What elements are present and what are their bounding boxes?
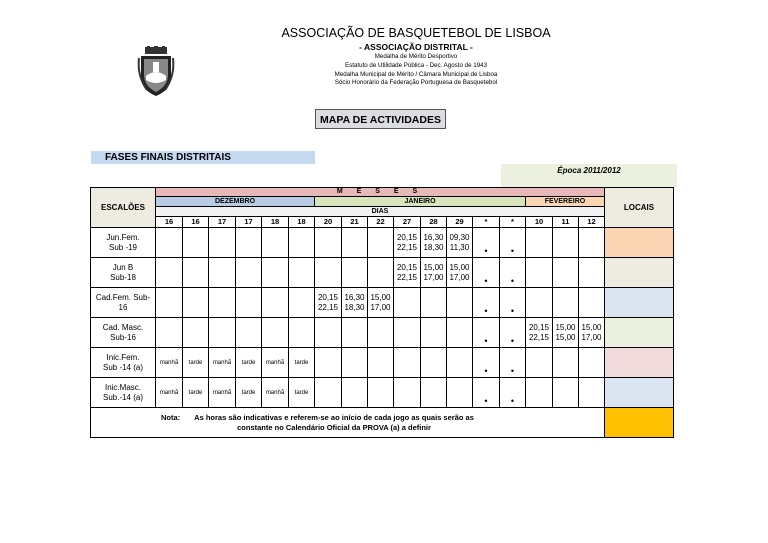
schedule-cell: • (473, 318, 500, 348)
locais-cell (605, 288, 674, 318)
escalao-label: Jun B Sub-18 (91, 258, 156, 288)
schedule-cell (183, 258, 209, 288)
locais-cell (605, 228, 674, 258)
mapa-de-actividades-title: MAPA DE ACTIVIDADES (315, 109, 446, 129)
fases-finais-label: FASES FINAIS DISTRITAIS (91, 151, 315, 164)
locais-cell (605, 348, 674, 378)
day-cell: 27 (394, 217, 421, 228)
schedule-cell (579, 258, 605, 288)
schedule-cell (342, 318, 368, 348)
schedule-cell (553, 228, 579, 258)
schedule-cell: tarde (289, 378, 315, 408)
schedule-cell (236, 288, 262, 318)
schedule-cell (183, 288, 209, 318)
note-label: Nota: (161, 412, 181, 422)
schedule-cell: 15,00 17,00 (447, 258, 473, 288)
schedule-cell: 16,30 18,30 (421, 228, 447, 258)
season-label: Época 2011/2012 (501, 164, 677, 187)
schedule-cell (262, 288, 289, 318)
schedule-cell (209, 228, 236, 258)
schedule-cell: tarde (236, 348, 262, 378)
day-cell: 20 (315, 217, 342, 228)
schedule-cell (183, 318, 209, 348)
schedule-cell (342, 378, 368, 408)
schedule-cell (368, 258, 394, 288)
schedule-cell: • (500, 258, 526, 288)
schedule-cell: tarde (183, 348, 209, 378)
schedule-cell (368, 318, 394, 348)
locais-cell (605, 318, 674, 348)
day-cell: 18 (289, 217, 315, 228)
schedule-cell: 20,15 22,15 (394, 228, 421, 258)
schedule-cell (526, 228, 553, 258)
schedule-cell: manhã (209, 378, 236, 408)
note-color-cell (605, 408, 674, 438)
schedule-cell (236, 318, 262, 348)
day-cell: 22 (368, 217, 394, 228)
schedule-cell (447, 378, 473, 408)
schedule-cell (579, 378, 605, 408)
schedule-cell: 20,15 22,15 (315, 288, 342, 318)
schedule-cell: • (473, 258, 500, 288)
schedule-cell: tarde (289, 348, 315, 378)
schedule-cell: • (500, 378, 526, 408)
schedule-cell (526, 288, 553, 318)
schedule-cell (579, 228, 605, 258)
schedule-cell (579, 288, 605, 318)
header-line: Medalha Municipal de Mérito / Câmara Municipal de Lisboa (334, 71, 498, 78)
day-cell: 11 (553, 217, 579, 228)
schedule-cell (447, 318, 473, 348)
schedule-cell: tarde (236, 378, 262, 408)
schedule-cell (553, 378, 579, 408)
schedule-cell (289, 228, 315, 258)
note-cell (91, 408, 605, 438)
locais-cell (605, 258, 674, 288)
schedule-cell (579, 348, 605, 378)
month-fevereiro: FEVEREIRO (526, 197, 605, 207)
schedule-cell (315, 258, 342, 288)
schedule-cell: 15,00 15,00 (553, 318, 579, 348)
locais-cell (605, 378, 674, 408)
schedule-cell: • (500, 288, 526, 318)
day-cell: 16 (156, 217, 183, 228)
schedule-cell: • (500, 228, 526, 258)
day-cell: 17 (236, 217, 262, 228)
page-subtitle: - ASSOCIAÇÃO DISTRITAL - (359, 42, 473, 52)
day-cell: 18 (262, 217, 289, 228)
escalao-label: Cad.Fem. Sub- 16 (91, 288, 156, 318)
locais-header: LOCAIS (605, 188, 674, 228)
schedule-cell (553, 348, 579, 378)
day-cell: 12 (579, 217, 605, 228)
schedule-cell: • (473, 288, 500, 318)
schedule-cell (368, 348, 394, 378)
escalao-label: Cad. Masc. Sub-16 (91, 318, 156, 348)
day-cell: 16 (183, 217, 209, 228)
schedule-cell (315, 348, 342, 378)
schedule-cell (368, 228, 394, 258)
dias-header: DIAS (156, 207, 605, 217)
day-cell: * (473, 217, 500, 228)
schedule-cell (342, 258, 368, 288)
day-cell: 17 (209, 217, 236, 228)
schedule-cell (421, 318, 447, 348)
schedule-cell: • (473, 228, 500, 258)
schedule-cell (209, 258, 236, 288)
schedule-cell (156, 288, 183, 318)
month-dezembro: DEZEMBRO (156, 197, 315, 207)
day-cell: 21 (342, 217, 368, 228)
schedule-cell (342, 348, 368, 378)
schedule-cell: • (500, 318, 526, 348)
schedule-cell (394, 378, 421, 408)
schedule-cell (156, 318, 183, 348)
escalao-label: Jun.Fem. Sub -19 (91, 228, 156, 258)
schedule-cell: 20,15 22,15 (526, 318, 553, 348)
schedule-cell: 15,00 17,00 (421, 258, 447, 288)
schedule-cell (447, 288, 473, 318)
schedule-cell (315, 318, 342, 348)
day-cell: 29 (447, 217, 473, 228)
schedule-cell (526, 378, 553, 408)
schedule-cell (394, 288, 421, 318)
schedule-cell (394, 318, 421, 348)
schedule-cell (315, 378, 342, 408)
schedule-cell (421, 378, 447, 408)
note-text: As horas são indicativas e referem-se ao início de cada jogo as quais serão as constante no Calendário Oficial da PROVA (a) a definir (194, 412, 474, 432)
escalao-label: Inic.Masc. Sub.-14 (a) (91, 378, 156, 408)
day-cell: 28 (421, 217, 447, 228)
day-cell: * (500, 217, 526, 228)
schedule-cell (553, 288, 579, 318)
schedule-cell: manhã (209, 348, 236, 378)
schedule-cell (342, 228, 368, 258)
meses-header: M E S E S (156, 188, 605, 197)
schedule-cell (236, 258, 262, 288)
activities-table (90, 187, 674, 438)
schedule-cell (156, 228, 183, 258)
schedule-cell: manhã (262, 348, 289, 378)
schedule-cell (289, 318, 315, 348)
schedule-cell (421, 288, 447, 318)
schedule-cell: 16,30 18,30 (342, 288, 368, 318)
schedule-cell (553, 258, 579, 288)
schedule-cell: manhã (262, 378, 289, 408)
schedule-cell (183, 228, 209, 258)
schedule-cell: 15,00 17,00 (368, 288, 394, 318)
schedule-cell: • (500, 348, 526, 378)
schedule-cell (421, 348, 447, 378)
schedule-cell (209, 288, 236, 318)
escalao-label: Inic.Fem. Sub -14 (a) (91, 348, 156, 378)
association-crest-logo (137, 46, 175, 98)
schedule-cell (447, 348, 473, 378)
schedule-cell (526, 348, 553, 378)
schedule-cell (209, 318, 236, 348)
schedule-cell: 20,15 22,15 (394, 258, 421, 288)
schedule-cell: • (473, 348, 500, 378)
schedule-cell (262, 228, 289, 258)
header-line: Sócio Honorário da Federação Portuguesa de Basquetebol (334, 79, 498, 86)
schedule-cell: manhã (156, 378, 183, 408)
schedule-cell (262, 318, 289, 348)
schedule-cell (315, 228, 342, 258)
schedule-cell (236, 228, 262, 258)
schedule-cell (394, 348, 421, 378)
schedule-cell: tarde (183, 378, 209, 408)
schedule-cell: 09,30 11,30 (447, 228, 473, 258)
schedule-cell: manhã (156, 348, 183, 378)
schedule-cell (526, 258, 553, 288)
schedule-cell (368, 378, 394, 408)
header-line: Medalha de Mérito Desportivo (374, 53, 458, 60)
page-title: ASSOCIAÇÃO DE BASQUETEBOL DE LISBOA (281, 26, 551, 40)
month-janeiro: JANEIRO (315, 197, 526, 207)
schedule-cell (262, 258, 289, 288)
schedule-cell: 15,00 17,00 (579, 318, 605, 348)
schedule-cell (289, 258, 315, 288)
schedule-cell: • (473, 378, 500, 408)
schedule-cell (289, 288, 315, 318)
day-cell: 10 (526, 217, 553, 228)
schedule-cell (156, 258, 183, 288)
escaloes-header: ESCALÕES (91, 188, 156, 228)
header-line: Estatuto de Utilidade Pública - Dec. Agosto de 1943 (344, 62, 488, 69)
